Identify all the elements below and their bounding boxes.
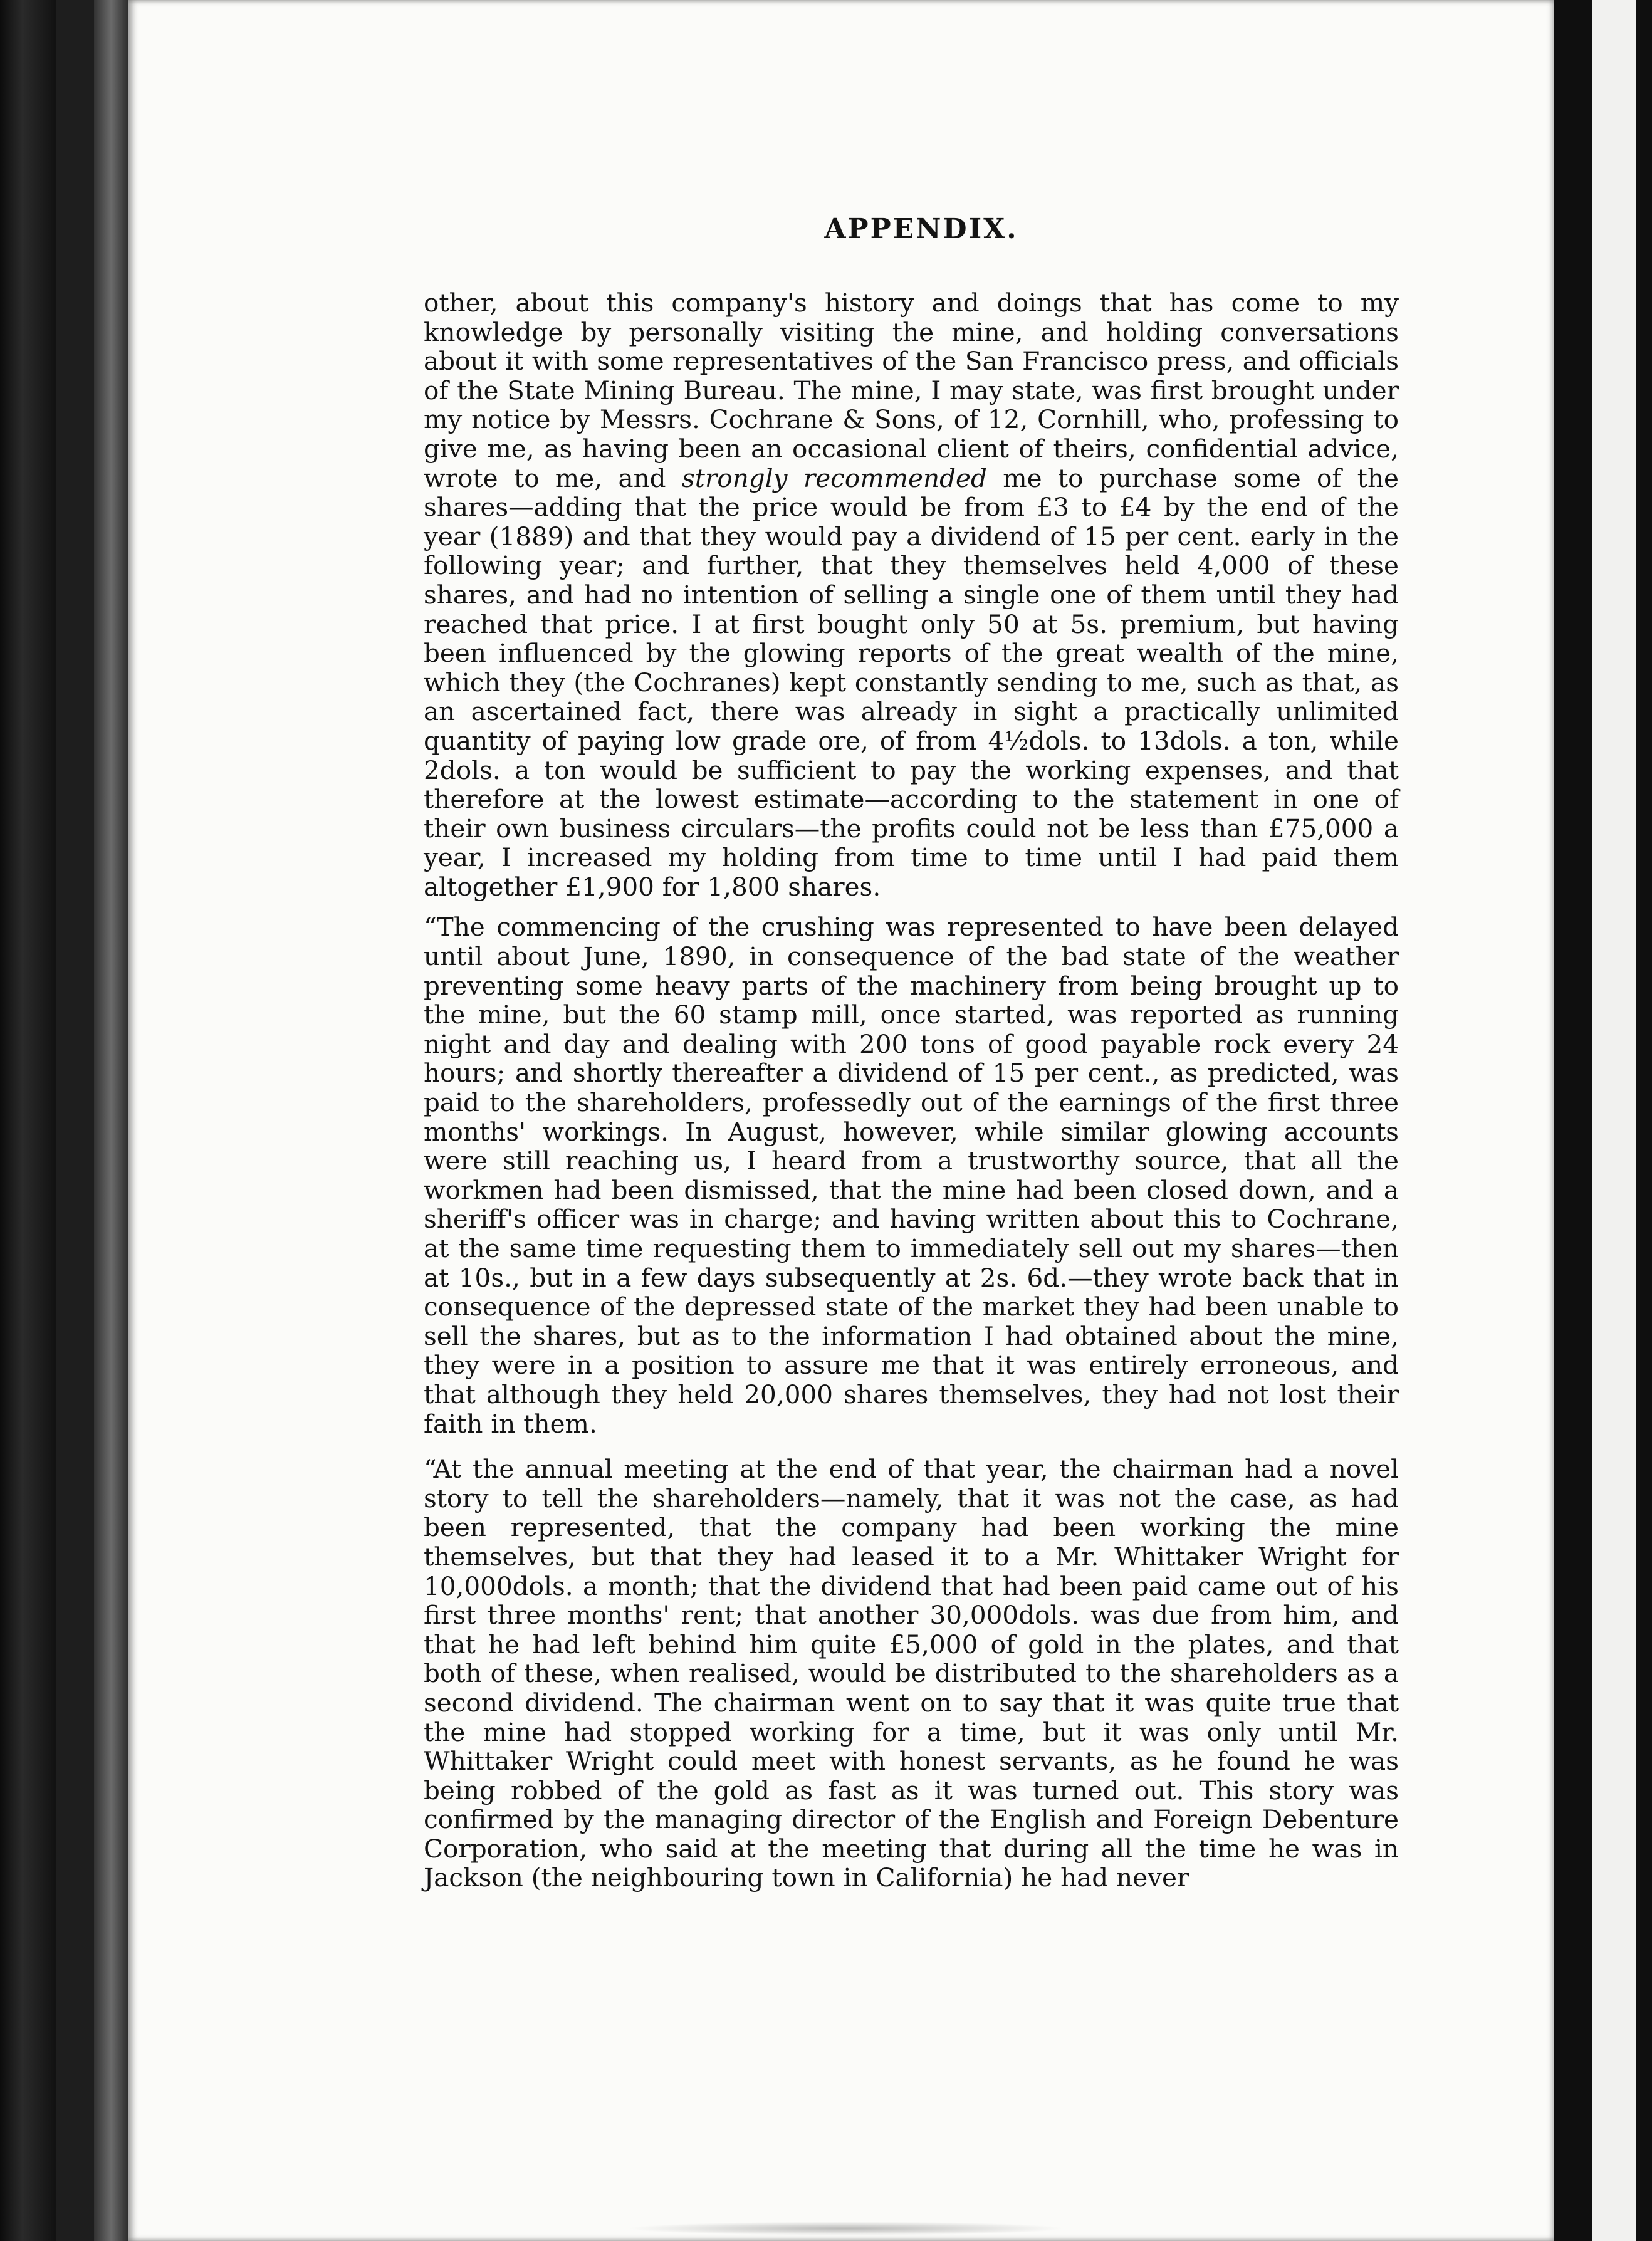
paragraph-1-text-b: me to purchase some of the shares—adding that the price would be from £3 to £4 by the end of the year (1889) and that they would pay a dividend of 15 per cent. early in the following year; and further, that they themselves held 4,000 of these shares, and had no intention of selling a single one of them until they had reached that price. I at first bought only 50 at 5s. premium, but having been influenced by the glowing reports of the great wealth of the mine, which they (the Cochranes) kept constantly sending to me, such as that, as an ascertained fact, there was already in sight a practically unlimited quantity of paying low grade ore, of from 4½dols. to 13dols. a ton, while 2dols. a ton would be sufficient to pay the working expenses, and that therefore at the lowest estimate—according to the statement in one of their own business circulars—the profits could not be less than £75,000 a year, I increased my holding from time to time until I had paid them altogether £1,900 for 1,800 shares. [424,462,1399,902]
paragraph-1 [424,288,1399,901]
running-header: APPENDIX. [824,213,1018,245]
paragraph-1-text-a: other, about this company's history and doings that has come to my knowledge by personally visiting the mine, and holding conversations about it with some representatives of the San Francisco press, and officials of the State Mining Bureau. The mine, I may state, was first brought under my notice by Messrs. Cochrane & Sons, of 12, Cornhill, who, professing to give me, as having been an occasional client of theirs, confidential advice, wrote to me, and [424,288,1399,493]
paragraph-1-emphasis: strongly recommended [681,462,987,493]
paragraph-3: “At the annual meeting at the end of that year, the chairman had a novel story to tell the shareholders—namely, that it was not the case, as had been represented, that the company had been working the mine themselves, but that they had leased it to a Mr. Whittaker Wright for 10,000dols. a month; that the dividend that had been paid came out of his first three months' rent; that another 30,000dols. was due from him, and that he had left behind him quite £5,000 of gold in the plates, and that both of these, when realised, would be distributed to the shareholders as a second dividend. The chairman went on to say that it was quite true that the mine had stopped working for a time, but it was only until Mr. Whittaker Wright could meet with honest servants, as he found he was being robbed of the gold as fast as it was turned out. This story was confirmed by the managing director of the English and Foreign Debenture Corporation, who said at the meeting that during all the time he was in Jackson (the neighbouring town in California) he had never [424,1454,1399,1893]
book-spine-left [0,0,56,2241]
page-gutter-edge [94,0,128,2241]
body-text [424,288,1399,1893]
paragraph-2: “The commencing of the crushing was represented to have been delayed until about June, 1890, in consequence of the bad state of the weather preventing some heavy parts of the machinery from being brought up to the mine, but the 60 stamp mill, once started, was reported as running night and day and dealing with 200 tons of good payable rock every 24 hours; and shortly thereafter a dividend of 15 per cent., as predicted, was paid to the shareholders, professedly out of the earnings of the first three months' workings. In August, however, while similar glowing accounts were still reaching us, I heard from a trustworthy source, that all the workmen had been dismissed, that the mine had been closed down, and a sheriff's officer was in charge; and having written about this to Cochrane, at the same time requesting them to immediately sell out my shares—then at 10s., but in a few days subsequently at 2s. 6d.—they wrote back that in consequence of the depressed state of the market they had been unable to sell the shares, but as to the information I had obtained about the mine, they were in a position to assure me that it was entirely erroneous, and that although they held 20,000 shares themselves, they had not lost their faith in them. [424,912,1399,1439]
next-page-edge [1592,0,1636,2241]
page-bottom-smudge [627,2222,1065,2235]
